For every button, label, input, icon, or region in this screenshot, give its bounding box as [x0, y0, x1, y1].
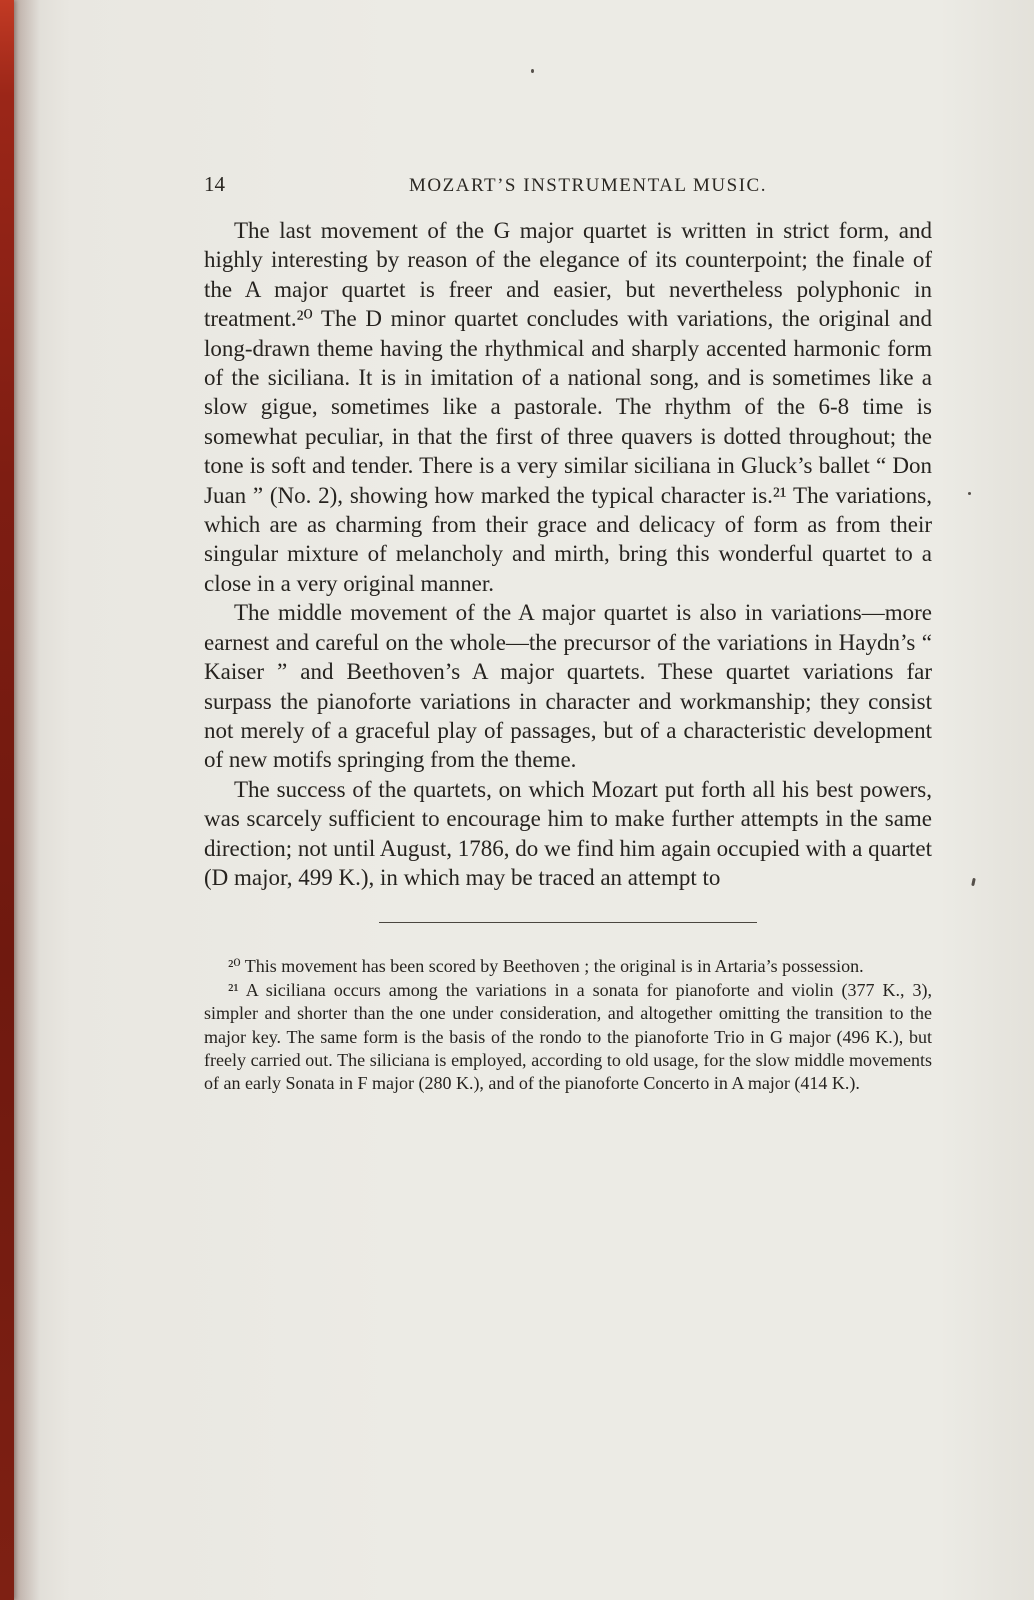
book-spine-edge: [0, 0, 14, 1600]
footnote-20: ²⁰ This movement has been scored by Beethoven ; the original is in Artaria’s possession.: [228, 956, 864, 977]
body-text: [204, 216, 932, 892]
paragraph-3: The success of the quartets, on which Mozart put forth all his best powers, was scarcely sufficient to encourage him to make further attempts in the same direction; not until August, 1786, do we find him again occupied with a quartet (D major, 499 K.), in which may be traced an attempt to: [204, 776, 932, 890]
page-number: 14: [204, 172, 225, 196]
footnotes-section: [204, 955, 932, 1095]
spine-shadow: [14, 0, 40, 1600]
book-page: [204, 0, 932, 1096]
paragraph-1: The last movement of the G major quartet is written in strict form, and highly interesting by reason of the elegance of its counterpoint; the finale of the A major quartet is freer and easier, but nevertheless polyphonic in treatment.²⁰ The D minor quartet concludes with variations, the original and long-drawn theme having the rhythmical and sharply accented harmonic form of the siciliana. It is in imitation of a national song, and is sometimes like a slow gigue, sometimes like a pastorale. The rhythm of the 6-8 time is somewhat peculiar, in that the first of three quavers is dotted throughout; the tone is soft and tender. There is a very similar siciliana in Gluck’s ballet “ Don Juan ” (No. 2), showing how marked the typical character is.²¹ The variations, which are as charming from their grace and delicacy of form as from their singular mixture of melancholy and mirth, bring this wonderful quartet to a close in a very original manner.: [204, 218, 932, 596]
footnote-21: ²¹ A siciliana occurs among the variations in a sonata for pianoforte and violin (377 K., 3), simpler and shorter than the one under consideration, and altogether omitting the transition to the major key. The same form is the basis of the rondo to the pianoforte Trio in G major (496 K.), but freely carried out. The siliciana is employed, according to old usage, for the slow middle movements of an early Sonata in F major (280 K.), and of the pianoforte Concerto in A major (414 K.).: [204, 979, 932, 1094]
paragraph-2: The middle movement of the A major quartet is also in variations—more earnest and careful on the whole—the precursor of the variations in Haydn’s “ Kaiser ” and Beethoven’s A major quartets. These quartet variations far surpass the pianoforte variations in character and workmanship; they consist not merely of a graceful play of passages, but of a characteristic development of new motifs springing from the theme.: [204, 600, 932, 773]
scan-artifact: [971, 878, 976, 886]
footnote-separator-rule: [379, 922, 757, 923]
page-header: [204, 172, 932, 197]
scan-artifact: [968, 492, 971, 495]
running-header-title: MOZART’S INSTRUMENTAL MUSIC.: [409, 175, 767, 196]
